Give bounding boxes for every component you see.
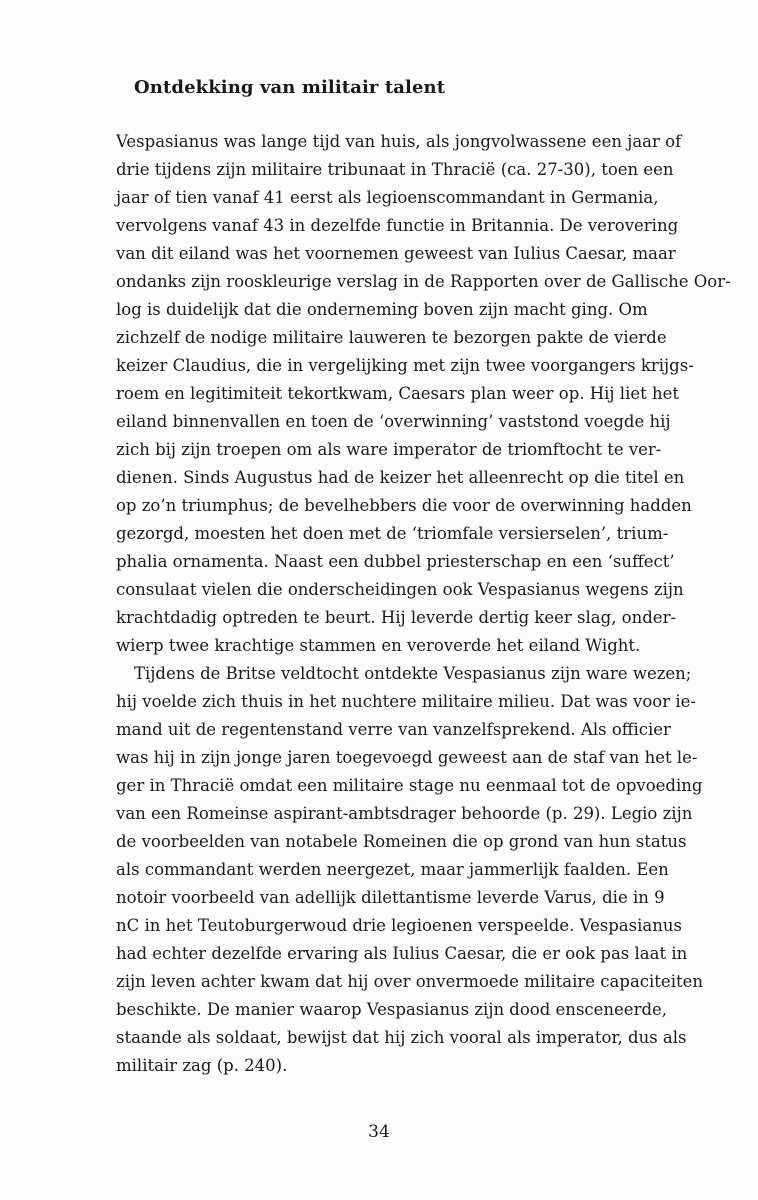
text-line: als commandant werden neergezet, maar jammerlijk faalden. Een xyxy=(116,860,669,879)
text-line: had echter dezelfde ervaring als Iulius Caesar, die er ook pas laat in xyxy=(116,944,688,963)
text-line: consulaat vielen die onderscheidingen ook Vespasianus wegens zijn xyxy=(116,580,684,599)
paragraph xyxy=(116,128,731,660)
text-line: nC in het Teutoburgerwoud drie legioenen verspeelde. Vespasianus xyxy=(116,916,682,935)
text-line: mand uit de regentenstand verre van vanzelfsprekend. Als officier xyxy=(116,720,671,739)
text-line: hij voelde zich thuis in het nuchtere militaire milieu. Dat was voor ie- xyxy=(116,692,696,711)
paragraph xyxy=(116,660,703,1080)
text-line: de voorbeelden van notabele Romeinen die op grond van hun status xyxy=(116,832,687,851)
text-line: Tijdens de Britse veldtocht ontdekte Vespasianus zijn ware wezen; xyxy=(134,664,692,683)
text-line: zichzelf de nodige militaire lauweren te bezorgen pakte de vierde xyxy=(116,328,667,347)
section-heading: Ontdekking van militair talent xyxy=(134,77,446,98)
text-line: van een Romeinse aspirant-ambtsdrager behoorde (p. 29). Legio zijn xyxy=(116,804,693,823)
text-line: notoir voorbeeld van adellijk dilettantisme leverde Varus, die in 9 xyxy=(116,888,665,907)
text-line: was hij in zijn jonge jaren toegevoegd geweest aan de staf van het le- xyxy=(116,748,698,767)
text-line: eiland binnenvallen en toen de ‘overwinning’ vaststond voegde hij xyxy=(116,412,671,431)
text-line: van dit eiland was het voornemen geweest van Iulius Caesar, maar xyxy=(116,244,676,263)
text-line: Vespasianus was lange tijd van huis, als jongvolwassene een jaar of xyxy=(116,132,682,151)
text-line: gezorgd, moesten het doen met de ‘triomfale versierselen’, trium- xyxy=(116,524,669,543)
text-line: vervolgens vanaf 43 in dezelfde functie in Britannia. De verovering xyxy=(116,216,679,235)
page-number: 34 xyxy=(368,1122,390,1142)
text-line: dienen. Sinds Augustus had de keizer het alleenrecht op die titel en xyxy=(116,468,685,487)
text-line: krachtdadig optreden te beurt. Hij leverde dertig keer slag, onder- xyxy=(116,608,677,627)
text-line: phalia ornamenta. Naast een dubbel priesterschap en een ‘suffect’ xyxy=(116,552,675,571)
text-line: keizer Claudius, die in vergelijking met zijn twee voorgangers krijgs- xyxy=(116,356,694,375)
text-line: jaar of tien vanaf 41 eerst als legioenscommandant in Germania, xyxy=(116,188,659,207)
text-line: zich bij zijn troepen om als ware imperator de triomftocht te ver- xyxy=(116,440,662,459)
text-line: wierp twee krachtige stammen en veroverde het eiland Wight. xyxy=(116,636,641,655)
text-line: log is duidelijk dat die onderneming boven zijn macht ging. Om xyxy=(116,300,648,319)
text-line: zijn leven achter kwam dat hij over onvermoede militaire capaciteiten xyxy=(116,972,703,991)
text-line: drie tijdens zijn militaire tribunaat in Thracië (ca. 27-30), toen een xyxy=(116,160,674,179)
text-line: op zo’n triumphus; de bevelhebbers die voor de overwinning hadden xyxy=(116,496,692,515)
text-line: militair zag (p. 240). xyxy=(116,1056,288,1075)
text-line: ondanks zijn rooskleurige verslag in de Rapporten over de Gallische Oor- xyxy=(116,272,731,291)
text-line: ger in Thracië omdat een militaire stage nu eenmaal tot de opvoeding xyxy=(116,776,703,795)
text-line: roem en legitimiteit tekortkwam, Caesars plan weer op. Hij liet het xyxy=(116,384,680,403)
text-line: staande als soldaat, bewijst dat hij zich vooral als imperator, dus als xyxy=(116,1028,687,1047)
text-line: beschikte. De manier waarop Vespasianus zijn dood ensceneerde, xyxy=(116,1000,668,1019)
body-text xyxy=(116,128,731,1080)
